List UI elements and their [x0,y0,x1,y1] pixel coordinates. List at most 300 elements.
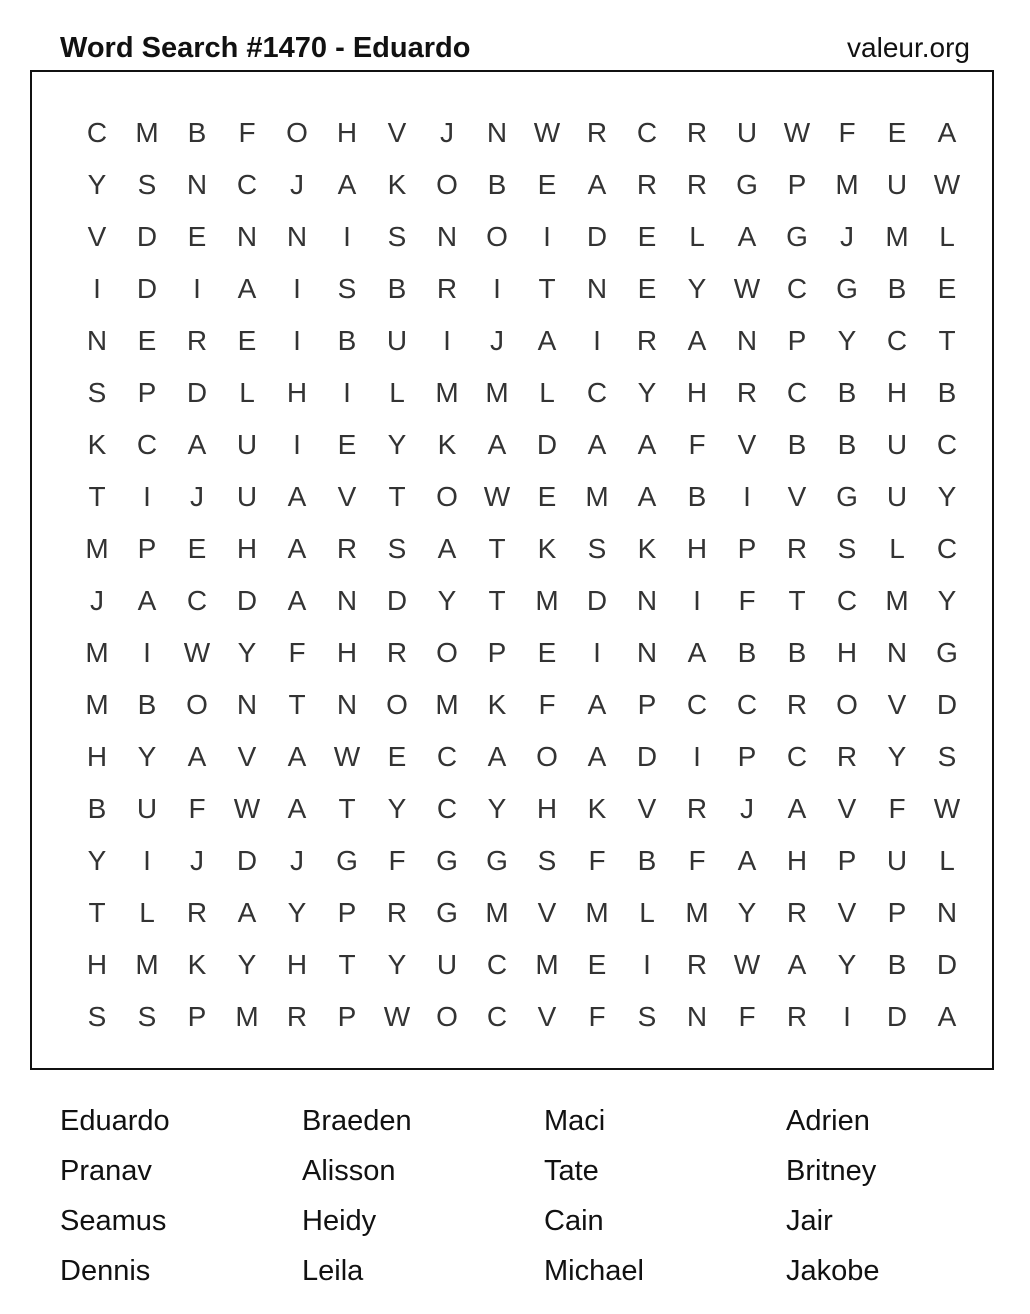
grid-letter: U [236,429,258,460]
grid-letter: K [537,533,557,564]
grid-letter: T [88,481,106,512]
grid-letter: P [887,897,907,928]
grid-letter: S [837,533,857,564]
grid-letter: S [137,1001,157,1032]
grid-letter: L [539,377,555,408]
grid-letter: F [688,429,706,460]
grid-letter: Y [437,585,457,616]
grid-letter: A [287,533,307,564]
grid-letter: Y [687,273,707,304]
grid-letter: O [436,1001,458,1032]
grid-letter: O [436,481,458,512]
grid-letter: Y [287,897,307,928]
grid-letter: W [383,1001,411,1032]
grid-letter: A [937,117,957,148]
grid-letter: I [143,845,151,876]
grid-letter: C [786,273,808,304]
grid-letter: A [687,325,707,356]
grid-letter: W [733,273,761,304]
grid-letter: A [287,481,307,512]
word-list [60,1096,1030,1296]
grid-letter: I [543,221,551,252]
grid-letter: S [637,1001,657,1032]
grid-letter: B [937,377,957,408]
grid-letter: G [486,845,508,876]
grid-letter: C [186,585,208,616]
grid-letter: I [193,273,201,304]
grid-letter: U [736,117,758,148]
grid-row [72,159,972,211]
grid-letter: K [187,949,207,980]
grid-letter: G [936,637,958,668]
grid-letter: U [886,429,908,460]
grid-letter: C [436,741,458,772]
grid-letter: Y [737,897,757,928]
grid-letter: B [337,325,357,356]
grid-letter: C [236,169,258,200]
grid-row [72,887,972,939]
grid-letter: F [388,845,406,876]
grid-letter: P [187,1001,207,1032]
grid-letter: D [586,221,608,252]
grid-letter: W [783,117,811,148]
grid-letter: W [183,637,211,668]
grid-letter: B [687,481,707,512]
grid-letter: I [293,325,301,356]
grid-letter: F [838,117,856,148]
grid-letter: A [287,741,307,772]
grid-letter: F [588,1001,606,1032]
grid-letter: E [537,169,557,200]
word-list-item: Jair [786,1205,833,1237]
grid-letter: I [593,637,601,668]
grid-letter: W [483,481,511,512]
grid-letter: A [737,845,757,876]
grid-letter: W [933,793,961,824]
grid-letter: A [187,429,207,460]
word-list-item: Seamus [60,1205,167,1237]
grid-letter: W [733,949,761,980]
grid-letter: U [886,845,908,876]
grid-letter: P [787,325,807,356]
word-list-item: Heidy [302,1205,377,1237]
word-list-item: Britney [786,1155,877,1187]
grid-row [72,107,972,159]
grid-letter: N [586,273,608,304]
grid-letter: V [787,481,807,512]
grid-letter: L [689,221,705,252]
grid-row [72,627,972,679]
grid-letter: E [387,741,407,772]
grid-letter: Y [837,949,857,980]
grid-letter: T [538,273,556,304]
grid-letter: U [236,481,258,512]
grid-letter: C [686,689,708,720]
grid-letter: A [337,169,357,200]
grid-letter: A [487,429,507,460]
grid-letter: L [139,897,155,928]
grid-letter: R [786,533,808,564]
grid-letter: I [343,377,351,408]
grid-letter: A [437,533,457,564]
grid-letter: M [235,1001,259,1032]
grid-letter: P [137,533,157,564]
grid-letter: J [190,481,204,512]
grid-letter: N [236,221,258,252]
grid-letter: C [936,533,958,564]
grid-letter: E [187,221,207,252]
grid-letter: T [938,325,956,356]
grid-letter: N [86,325,108,356]
grid-letter: L [639,897,655,928]
grid-letter: C [786,741,808,772]
grid-letter: G [786,221,808,252]
grid-letter: F [288,637,306,668]
grid-letter: M [135,949,159,980]
grid-letter: K [387,169,407,200]
grid-letter: T [488,585,506,616]
grid-letter: P [337,897,357,928]
grid-letter: R [336,533,358,564]
grid-letter: E [187,533,207,564]
grid-letter: R [586,117,608,148]
grid-letter: H [336,117,358,148]
grid-letter: I [143,637,151,668]
grid-letter: E [537,481,557,512]
grid-letter: A [587,741,607,772]
grid-letter: V [537,897,557,928]
grid-letter: D [236,845,258,876]
grid-letter: N [286,221,308,252]
grid-letter: Y [387,429,407,460]
grid-letter: I [693,585,701,616]
grid-letter: V [737,429,757,460]
grid-letter: V [887,689,907,720]
grid-letter: D [636,741,658,772]
grid-letter: I [743,481,751,512]
grid-letter: N [936,897,958,928]
grid-letter: V [387,117,407,148]
word-list-item: Eduardo [60,1105,170,1137]
grid-letter: D [186,377,208,408]
grid-letter: C [436,793,458,824]
grid-letter: D [936,949,958,980]
grid-letter: G [336,845,358,876]
grid-letter: P [487,637,507,668]
grid-letter: L [939,845,955,876]
grid-letter: O [836,689,858,720]
grid-letter: I [593,325,601,356]
grid-letter: A [137,585,157,616]
grid-letter: K [487,689,507,720]
grid-letter: C [786,377,808,408]
word-list-item: Jakobe [786,1255,880,1287]
grid-letter: L [389,377,405,408]
grid-letter: M [135,117,159,148]
grid-letter: B [837,429,857,460]
grid-letter: H [236,533,258,564]
grid-letter: S [87,1001,107,1032]
grid-letter: A [237,273,257,304]
grid-letter: B [787,637,807,668]
grid-row [72,471,972,523]
grid-letter: R [786,689,808,720]
grid-letter: O [386,689,408,720]
grid-letter: H [686,533,708,564]
word-list-item: Leila [302,1255,364,1287]
word-list-item: Maci [544,1105,606,1137]
grid-letter: E [637,221,657,252]
grid-letter: G [736,169,758,200]
grid-letter: E [587,949,607,980]
grid-letter: N [336,585,358,616]
page-header [60,26,970,70]
grid-letter: J [90,585,104,616]
grid-letter: A [637,429,657,460]
grid-letter: S [587,533,607,564]
grid-letter: T [88,897,106,928]
grid-letter: F [588,845,606,876]
grid-letter: E [637,273,657,304]
grid-letter: Y [237,949,257,980]
grid-letter: A [487,741,507,772]
grid-letter: A [587,169,607,200]
grid-letter: P [837,845,857,876]
grid-letter: E [337,429,357,460]
grid-letter: W [533,117,561,148]
grid-letter: M [85,533,109,564]
grid-letter: W [233,793,261,824]
grid-letter: R [436,273,458,304]
grid-letter: S [537,845,557,876]
grid-letter: H [886,377,908,408]
grid-letter: B [487,169,507,200]
grid-row [72,939,972,991]
grid-letter: H [86,741,108,772]
word-list-item: Michael [544,1255,644,1287]
grid-letter: Y [87,169,107,200]
grid-letter: A [687,637,707,668]
grid-letter: B [387,273,407,304]
grid-letter: E [237,325,257,356]
grid-letter: N [636,585,658,616]
grid-letter: Y [487,793,507,824]
grid-letter: S [337,273,357,304]
grid-letter: A [537,325,557,356]
grid-letter: H [786,845,808,876]
grid-letter: C [936,429,958,460]
grid-letter: N [186,169,208,200]
grid-letter: F [888,793,906,824]
grid-letter: Y [387,949,407,980]
grid-letter: Y [837,325,857,356]
grid-letter: I [443,325,451,356]
grid-letter: B [187,117,207,148]
grid-letter: M [85,637,109,668]
grid-letter: R [686,793,708,824]
grid-letter: P [337,1001,357,1032]
grid-letter: A [787,949,807,980]
grid-letter: M [885,585,909,616]
grid-row [72,523,972,575]
word-list-item: Pranav [60,1155,152,1187]
grid-letter: R [686,949,708,980]
grid-letter: H [286,949,308,980]
grid-letter: C [136,429,158,460]
grid-letter: Y [937,481,957,512]
grid-letter: I [93,273,101,304]
grid-letter: T [488,533,506,564]
grid-letter: J [290,845,304,876]
grid-letter: S [137,169,157,200]
grid-letter: C [636,117,658,148]
grid-letter: A [587,429,607,460]
grid-letter: J [840,221,854,252]
grid-letter: P [137,377,157,408]
grid-letter: P [637,689,657,720]
grid-letter: H [836,637,858,668]
grid-letter: B [737,637,757,668]
grid-letter: S [87,377,107,408]
grid-letter: A [287,793,307,824]
grid-letter: C [836,585,858,616]
grid-letter: F [188,793,206,824]
grid-letter: G [836,273,858,304]
grid-letter: A [287,585,307,616]
grid-letter: A [787,793,807,824]
grid-letter: S [387,533,407,564]
grid-letter: P [737,741,757,772]
grid-letter: D [236,585,258,616]
grid-letter: D [136,221,158,252]
grid-letter: J [190,845,204,876]
grid-letter: B [137,689,157,720]
grid-letter: R [686,117,708,148]
grid-letter: H [86,949,108,980]
letter-grid [72,107,972,1043]
grid-letter: A [237,897,257,928]
grid-letter: F [688,845,706,876]
grid-letter: R [786,1001,808,1032]
grid-row [72,679,972,731]
grid-letter: A [637,481,657,512]
grid-letter: R [186,897,208,928]
grid-letter: U [136,793,158,824]
grid-row [72,263,972,315]
grid-letter: J [290,169,304,200]
grid-row [72,835,972,887]
grid-letter: D [936,689,958,720]
grid-letter: A [937,1001,957,1032]
grid-letter: D [586,585,608,616]
grid-letter: B [887,949,907,980]
grid-letter: R [736,377,758,408]
grid-row [72,575,972,627]
grid-letter: S [937,741,957,772]
grid-letter: F [738,1001,756,1032]
grid-letter: G [836,481,858,512]
grid-letter: O [436,169,458,200]
word-list-item: Tate [544,1155,599,1187]
grid-letter: R [286,1001,308,1032]
grid-letter: Y [237,637,257,668]
grid-letter: B [887,273,907,304]
grid-letter: M [85,689,109,720]
grid-letter: T [288,689,306,720]
word-list-item: Braeden [302,1105,412,1137]
page-title: Word Search #1470 - Eduardo [60,32,471,64]
grid-letter: H [686,377,708,408]
grid-row [72,367,972,419]
grid-letter: M [435,689,459,720]
grid-letter: J [490,325,504,356]
grid-letter: I [293,429,301,460]
grid-letter: R [686,169,708,200]
grid-letter: K [437,429,457,460]
grid-letter: Y [87,845,107,876]
word-list-item: Cain [544,1205,604,1237]
word-list-item: Adrien [786,1105,870,1137]
word-list-item: Dennis [60,1255,151,1287]
grid-letter: T [388,481,406,512]
grid-letter: M [685,897,709,928]
grid-letter: R [636,169,658,200]
grid-letter: N [236,689,258,720]
grid-letter: O [186,689,208,720]
grid-letter: E [887,117,907,148]
grid-letter: N [886,637,908,668]
grid-letter: C [486,949,508,980]
grid-letter: L [889,533,905,564]
word-list-item: Alisson [302,1155,396,1187]
grid-letter: P [787,169,807,200]
grid-letter: A [737,221,757,252]
grid-letter: U [886,481,908,512]
grid-letter: V [637,793,657,824]
grid-letter: B [837,377,857,408]
grid-letter: Y [887,741,907,772]
grid-letter: M [435,377,459,408]
grid-letter: Y [137,741,157,772]
grid-letter: M [485,377,509,408]
grid-letter: Y [387,793,407,824]
grid-letter: O [536,741,558,772]
grid-letter: M [535,585,559,616]
grid-letter: M [535,949,559,980]
grid-letter: L [239,377,255,408]
grid-letter: B [87,793,107,824]
grid-letter: I [143,481,151,512]
grid-letter: E [537,637,557,668]
grid-letter: N [336,689,358,720]
grid-letter: V [837,793,857,824]
grid-letter: F [538,689,556,720]
grid-letter: A [587,689,607,720]
grid-letter: B [637,845,657,876]
grid-letter: Y [637,377,657,408]
grid-letter: H [286,377,308,408]
grid-letter: D [136,273,158,304]
grid-letter: H [336,637,358,668]
grid-row [72,419,972,471]
grid-letter: C [486,1001,508,1032]
grid-letter: U [386,325,408,356]
grid-letter: N [486,117,508,148]
grid-letter: M [885,221,909,252]
grid-letter: H [536,793,558,824]
grid-letter: O [486,221,508,252]
grid-letter: N [686,1001,708,1032]
